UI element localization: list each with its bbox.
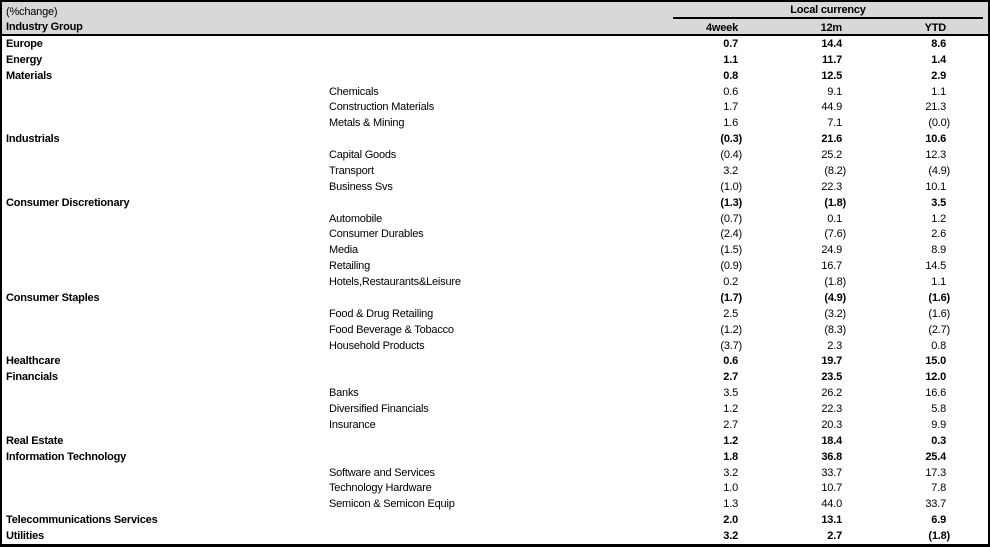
value-12m: 16.7	[821, 260, 842, 273]
table-row	[2, 481, 988, 497]
value-4week: 0.2	[723, 276, 738, 289]
percent-change-note: (%change)	[6, 6, 58, 18]
value-4week: 1.0	[723, 482, 738, 495]
value-ytd: 7.8	[931, 482, 946, 495]
value-ytd: 0.8	[931, 339, 946, 352]
value-4week: 2.5	[723, 307, 738, 320]
table-row	[2, 52, 988, 68]
industry-label: Transport	[329, 164, 374, 177]
industry-label: Consumer Discretionary	[6, 196, 130, 209]
value-4week: 2.7	[723, 371, 738, 384]
table-row	[2, 211, 988, 227]
col-header-12m: 12m	[820, 22, 842, 34]
value-12m: 20.3	[821, 418, 842, 431]
table-row	[2, 354, 988, 370]
value-4week: 1.1	[723, 53, 738, 66]
industry-label: Media	[329, 244, 358, 257]
table-row	[2, 115, 988, 131]
value-4week: (0.9)	[720, 260, 742, 273]
table-row	[2, 274, 988, 290]
table-row	[2, 290, 988, 306]
value-4week: 3.2	[723, 530, 738, 543]
value-ytd: 12.0	[925, 371, 946, 384]
table-row	[2, 417, 988, 433]
local-currency-header: Local currency	[673, 3, 983, 19]
value-4week: 0.6	[723, 355, 738, 368]
value-ytd: 16.6	[925, 387, 946, 400]
industry-label: Chemicals	[329, 85, 379, 98]
value-12m: (7.6)	[824, 228, 846, 241]
value-4week: (2.4)	[720, 228, 742, 241]
table-row	[2, 385, 988, 401]
value-12m: 7.1	[827, 117, 842, 130]
value-4week: 0.7	[723, 37, 738, 50]
value-4week: 1.8	[723, 450, 738, 463]
value-4week: 3.2	[723, 164, 738, 177]
table-row	[2, 163, 988, 179]
value-4week: (1.7)	[720, 291, 742, 304]
table-row	[2, 84, 988, 100]
value-4week: (3.7)	[720, 339, 742, 352]
value-ytd: (2.7)	[928, 323, 950, 336]
table-row	[2, 195, 988, 211]
industry-label: Hotels,Restaurants&Leisure	[329, 276, 461, 289]
industry-label: Financials	[6, 371, 58, 384]
value-12m: (1.8)	[824, 196, 846, 209]
value-12m: (4.9)	[824, 291, 846, 304]
table-row	[2, 100, 988, 116]
value-12m: (3.2)	[824, 307, 846, 320]
industry-label: Diversified Financials	[329, 403, 429, 416]
value-ytd: 1.1	[931, 276, 946, 289]
value-4week: (1.2)	[720, 323, 742, 336]
header-row-columns	[2, 19, 988, 34]
value-ytd: 14.5	[925, 260, 946, 273]
value-4week: 0.8	[723, 69, 738, 82]
table-row	[2, 401, 988, 417]
value-ytd: 15.0	[925, 355, 946, 368]
value-12m: 2.7	[827, 530, 842, 543]
industry-label: Technology Hardware	[329, 482, 432, 495]
value-ytd: (1.6)	[928, 291, 950, 304]
value-12m: 19.7	[821, 355, 842, 368]
table-row	[2, 68, 988, 84]
value-12m: (1.8)	[824, 276, 846, 289]
value-12m: 33.7	[821, 466, 842, 479]
value-ytd: 21.3	[925, 101, 946, 114]
table-row	[2, 449, 988, 465]
value-ytd: 12.3	[925, 149, 946, 162]
value-12m: 21.6	[821, 133, 842, 146]
value-4week: 3.2	[723, 466, 738, 479]
value-4week: (1.3)	[720, 196, 742, 209]
value-4week: (1.5)	[720, 244, 742, 257]
value-4week: (0.4)	[720, 149, 742, 162]
value-12m: 26.2	[821, 387, 842, 400]
value-12m: 23.5	[821, 371, 842, 384]
value-ytd: 2.9	[931, 69, 946, 82]
industry-label: Household Products	[329, 339, 425, 352]
value-ytd: 9.9	[931, 418, 946, 431]
value-ytd: 10.1	[925, 180, 946, 193]
industry-group-header: Industry Group	[6, 21, 83, 33]
value-ytd: 33.7	[925, 498, 946, 511]
industry-label: Healthcare	[6, 355, 61, 368]
value-12m: (8.2)	[824, 164, 846, 177]
industry-label: Food Beverage & Tobacco	[329, 323, 454, 336]
value-12m: 22.3	[821, 403, 842, 416]
industry-label: Utilities	[6, 530, 44, 543]
value-4week: (0.3)	[720, 133, 742, 146]
value-ytd: 2.6	[931, 228, 946, 241]
table-row	[2, 242, 988, 258]
industry-label: Energy	[6, 53, 43, 66]
value-12m: 13.1	[821, 514, 842, 527]
value-12m: 0.1	[827, 212, 842, 225]
industry-label: Capital Goods	[329, 149, 397, 162]
value-4week: 0.6	[723, 85, 738, 98]
value-ytd: 6.9	[931, 514, 946, 527]
value-ytd: 5.8	[931, 403, 946, 416]
value-ytd: (1.8)	[928, 530, 950, 543]
value-ytd: 1.4	[931, 53, 946, 66]
value-4week: 1.2	[723, 434, 738, 447]
value-12m: 12.5	[821, 69, 842, 82]
value-ytd: 25.4	[925, 450, 946, 463]
industry-label: Materials	[6, 69, 52, 82]
value-12m: 18.4	[821, 434, 842, 447]
industry-label: Real Estate	[6, 434, 64, 447]
table-header	[2, 2, 988, 36]
table-row	[2, 179, 988, 195]
table-row	[2, 496, 988, 512]
value-4week: (0.7)	[720, 212, 742, 225]
industry-label: Business Svs	[329, 180, 393, 193]
value-12m: 24.9	[821, 244, 842, 257]
value-ytd: (1.6)	[928, 307, 950, 320]
value-4week: 2.7	[723, 418, 738, 431]
industry-label: Metals & Mining	[329, 117, 405, 130]
value-4week: 2.0	[723, 514, 738, 527]
value-ytd: 1.2	[931, 212, 946, 225]
industry-label: Automobile	[329, 212, 383, 225]
value-12m: 36.8	[821, 450, 842, 463]
table-row	[2, 465, 988, 481]
value-ytd: 17.3	[925, 466, 946, 479]
value-ytd: 0.3	[931, 434, 946, 447]
table-row	[2, 433, 988, 449]
industry-label: Banks	[329, 387, 359, 400]
value-ytd: 8.9	[931, 244, 946, 257]
value-12m: 10.7	[821, 482, 842, 495]
value-ytd: (0.0)	[928, 117, 950, 130]
industry-label: Telecommunications Services	[6, 514, 158, 527]
table-row	[2, 306, 988, 322]
table-row	[2, 258, 988, 274]
value-4week: (1.0)	[720, 180, 742, 193]
industry-label: Europe	[6, 37, 43, 50]
table-row	[2, 36, 988, 52]
value-12m: 25.2	[821, 149, 842, 162]
header-row-currency	[2, 2, 988, 19]
value-ytd: (4.9)	[928, 164, 950, 177]
value-4week: 1.7	[723, 101, 738, 114]
industry-label: Semicon & Semicon Equip	[329, 498, 455, 511]
industry-label: Construction Materials	[329, 101, 435, 114]
table-body	[2, 36, 988, 544]
value-4week: 1.2	[723, 403, 738, 416]
table-row	[2, 338, 988, 354]
value-12m: 11.7	[821, 53, 842, 66]
value-4week: 1.3	[723, 498, 738, 511]
industry-label: Industrials	[6, 133, 60, 146]
value-12m: 14.4	[821, 37, 842, 50]
value-4week: 3.5	[723, 387, 738, 400]
industry-label: Insurance	[329, 418, 376, 431]
industry-label: Consumer Durables	[329, 228, 424, 241]
industry-label: Information Technology	[6, 450, 127, 463]
col-header-ytd: YTD	[924, 22, 946, 34]
value-4week: 1.6	[723, 117, 738, 130]
industry-label: Consumer Staples	[6, 291, 100, 304]
value-12m: 44.9	[821, 101, 842, 114]
value-ytd: 8.6	[931, 37, 946, 50]
value-12m: 22.3	[821, 180, 842, 193]
industry-label: Food & Drug Retailing	[329, 307, 434, 320]
value-12m: 2.3	[827, 339, 842, 352]
table-row	[2, 131, 988, 147]
table-row	[2, 528, 988, 544]
industry-label: Retailing	[329, 260, 371, 273]
industry-label: Software and Services	[329, 466, 435, 479]
value-12m: (8.3)	[824, 323, 846, 336]
col-header-4week: 4week	[705, 22, 738, 34]
table-row	[2, 147, 988, 163]
table-row	[2, 369, 988, 385]
value-ytd: 1.1	[931, 85, 946, 98]
table-row	[2, 227, 988, 243]
value-12m: 9.1	[827, 85, 842, 98]
value-ytd: 10.6	[925, 133, 946, 146]
table-row	[2, 322, 988, 338]
value-ytd: 3.5	[931, 196, 946, 209]
table-row	[2, 512, 988, 528]
value-12m: 44.0	[821, 498, 842, 511]
